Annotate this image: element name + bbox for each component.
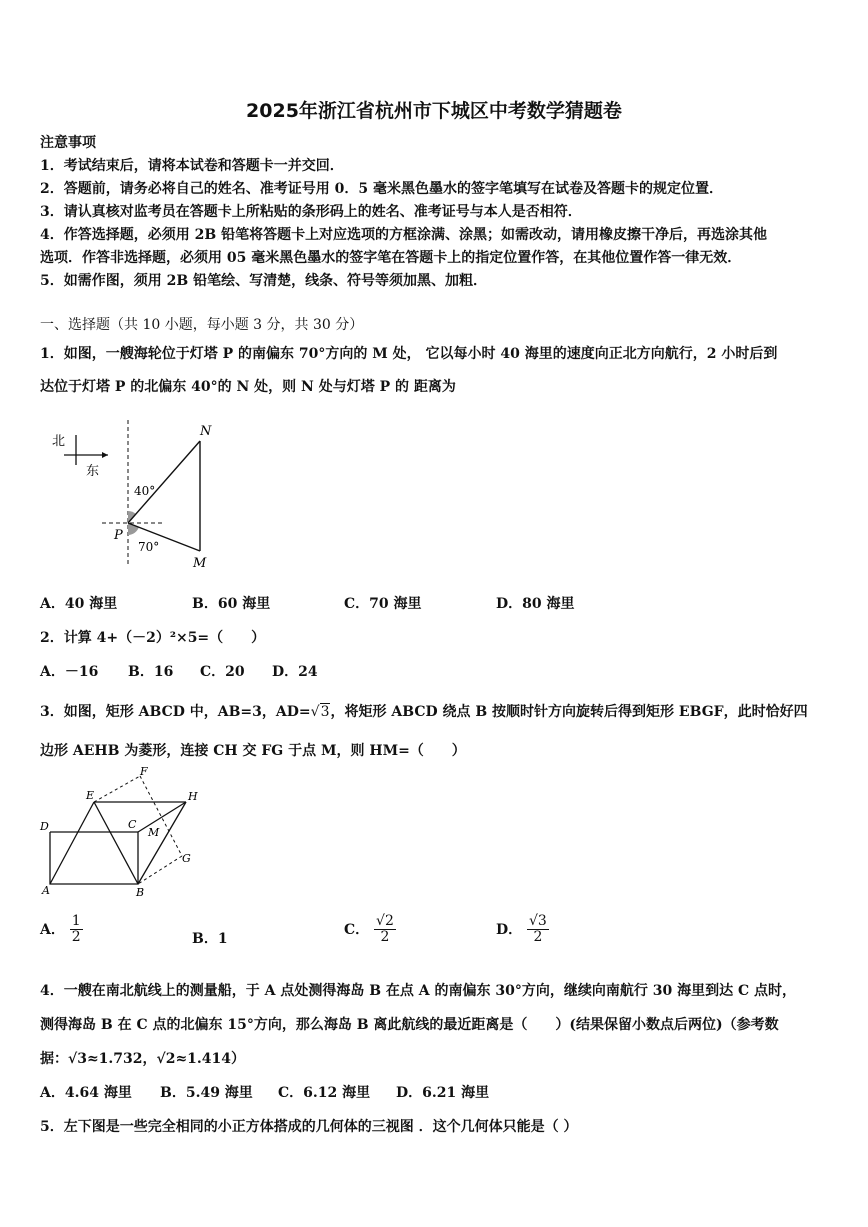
question-4-line-2: 测得海岛 B 在 C 点的北偏东 15°方向，那么海岛 B 离此航线的最近距离是（ ）(结果保留小数点后两位)（参考数 (40, 1017, 779, 1033)
q3-text-part-2: ，将矩形 ABCD 绕点 B 按顺时针方向旋转后得到矩形 EBGF，此时恰好四 (330, 704, 808, 720)
question-1-line-1: 1．如图，一艘海轮位于灯塔 P 的南偏东 70°方向的 M 处， 它以每小时 40 海里的速度向正北方向航行，2 小时后到 (40, 346, 778, 362)
point-E-label: E (86, 789, 95, 802)
point-N-label: N (200, 424, 212, 439)
notice-item: 选项．作答非选择题，必须用 05 毫米黑色墨水的签字笔在答题卡上的指定位置作答，在其他位置作答一律无效． (40, 250, 742, 266)
fraction (70, 914, 83, 946)
point-H-label: H (188, 790, 198, 803)
q2-option-d: D．24 (272, 664, 318, 680)
notice-item: 5．如需作图，须用 2B 铅笔绘、写清楚，线条、符号等须加黑、加粗． (40, 273, 488, 289)
question-3-figure (36, 764, 206, 900)
fraction-denominator: 2 (71, 929, 81, 946)
point-G-label: G (182, 852, 191, 865)
q3-option-b: B．1 (192, 931, 228, 947)
q2-option-c: C．20 (200, 664, 245, 680)
notice-item: 2．答题前，请务必将自己的姓名、准考证号用 0．5 毫米黑色墨水的签字笔填写在试卷及答题卡的规定位置． (40, 181, 723, 197)
q3-option-c (344, 914, 396, 946)
point-M-label: M (148, 826, 160, 839)
question-2: 2．计算 4+（－2）²×5=（ ） (40, 630, 266, 646)
q1-option-c: C．70 海里 (344, 596, 422, 612)
q3-text-part-1: 3．如图，矩形 ABCD 中，AB=3，AD= (40, 704, 311, 720)
question-3-line-2: 边形 AEHB 为菱形，连接 CH 交 FG 于点 M，则 HM=（ ） (40, 743, 466, 759)
fraction (374, 914, 396, 946)
q3-option-d (496, 914, 549, 946)
notice-item: 4．作答选择题，必须用 2B 铅笔将答题卡上对应选项的方框涂满、涂黑；如需改动，请用橡皮擦干净后，再选涂其他 (40, 227, 768, 243)
question-1-line-2: 达位于灯塔 P 的北偏东 40°的 N 处，则 N 处与灯塔 P 的 距离为 (40, 379, 456, 395)
fraction-denominator: 2 (533, 929, 543, 946)
notice-item: 1．考试结束后，请将本试卷和答题卡一并交回． (40, 158, 344, 174)
angle-40-label: 40° (134, 484, 156, 498)
notice-heading: 注意事项 (40, 135, 96, 151)
question-4-line-3: 据：√3≈1.732，√2≈1.414） (40, 1051, 246, 1067)
angle-70-label: 70° (138, 540, 160, 554)
q4-option-b: B．5.49 海里 (160, 1085, 253, 1101)
option-label: D． (496, 921, 523, 938)
fraction-numerator: 1 (71, 913, 81, 929)
east-label: 东 (86, 464, 100, 479)
q4-option-a: A．4.64 海里 (40, 1085, 132, 1101)
q4-option-c: C．6.12 海里 (278, 1085, 371, 1101)
section-heading: 一、选择题（共 10 小题，每小题 3 分，共 30 分） (40, 317, 364, 333)
point-A-label: A (42, 884, 50, 897)
question-3-line-1 (40, 701, 808, 721)
fraction-denominator: 2 (380, 929, 390, 946)
q1-option-b: B．60 海里 (192, 596, 271, 612)
point-P-label: P (114, 528, 123, 543)
question-1-figure (40, 415, 240, 575)
q2-option-a: A．－16 (40, 664, 99, 680)
sqrt-3: √3 (310, 704, 330, 720)
north-label: 北 (52, 434, 66, 449)
point-D-label: D (40, 820, 49, 833)
notice-item: 3．请认真核对监考员在答题卡上所粘贴的条形码上的姓名、准考证号与本人是否相符． (40, 204, 582, 220)
question-4-line-1: 4．一艘在南北航线上的测量船，于 A 点处测得海岛 B 在点 A 的南偏东 30°方向，继续向南航行 30 海里到达 C 点时， (40, 983, 797, 999)
question-5: 5．左下图是一些完全相同的小正方体搭成的几何体的三视图 ．这个几何体只能是（ ） (40, 1119, 578, 1135)
q3-option-a (40, 914, 83, 946)
q4-option-d: D．6.21 海里 (396, 1085, 490, 1101)
option-label: C． (344, 921, 370, 938)
point-F-label: F (140, 765, 148, 778)
fraction-numerator: √2 (376, 913, 394, 929)
sqrt-radicand: 3 (320, 704, 330, 720)
page-title: 2025年浙江省杭州市下城区中考数学猜题卷 (246, 100, 622, 122)
point-M-label: M (193, 556, 207, 571)
point-B-label: B (136, 886, 145, 899)
fraction-numerator: √3 (529, 913, 547, 929)
option-label: A． (40, 921, 65, 938)
point-C-label: C (128, 818, 137, 831)
fraction (527, 914, 549, 946)
q1-option-a: A．40 海里 (40, 596, 118, 612)
q1-option-d: D．80 海里 (496, 596, 575, 612)
q2-option-b: B．16 (128, 664, 174, 680)
